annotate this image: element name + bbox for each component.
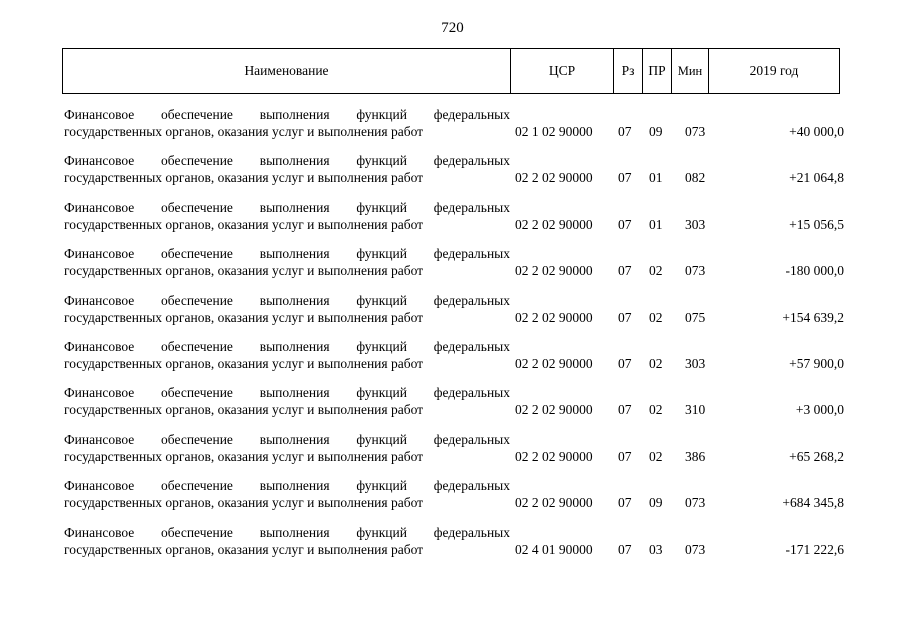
row-min: 073 (685, 124, 706, 139)
row-rz: 07 (618, 495, 632, 511)
row-name-line2: государственных органов, оказания услуг и выполнения работ (64, 309, 424, 325)
row-name-line2: государственных органов, оказания услуг и выполнения работ (64, 170, 424, 186)
table-row (64, 338, 844, 384)
row-amount: +57 900,0 (789, 355, 844, 371)
row-rz: 07 (618, 216, 632, 232)
row-csr: 02 2 02 90000 (515, 402, 593, 418)
row-amount: +21 064,8 (789, 170, 844, 186)
row-name-line1: Финансовое обеспечение выполнения функций федеральных (64, 292, 510, 308)
row-name-line1: Финансовое обеспечение выполнения функций федеральных (64, 338, 510, 354)
row-amount: +684 345,8 (782, 495, 844, 511)
row-name-line1: Финансовое обеспечение выполнения функций федеральных (64, 153, 510, 169)
row-csr: 02 1 02 90000 (515, 124, 593, 139)
table-row (64, 199, 844, 245)
row-name (64, 384, 510, 418)
row-min: 386 (685, 448, 706, 464)
row-rz: 07 (618, 355, 632, 371)
row-name-line2: государственных органов, оказания услуг и выполнения работ (64, 402, 424, 418)
row-name-line2: государственных органов, оказания услуг и выполнения работ (64, 216, 424, 232)
row-name (64, 152, 510, 186)
header-name: Наименование (62, 49, 510, 93)
header-pr: ПР (642, 49, 671, 93)
row-name (64, 199, 510, 233)
row-amount: +40 000,0 (789, 124, 844, 139)
row-min: 082 (685, 170, 706, 186)
row-name (64, 477, 510, 511)
row-csr: 02 2 02 90000 (515, 355, 593, 371)
row-pr: 02 (649, 263, 663, 279)
row-min: 303 (685, 355, 706, 371)
row-pr: 09 (649, 124, 663, 139)
table-row (64, 245, 844, 291)
header-rz: Рз (613, 49, 642, 93)
row-csr: 02 2 02 90000 (515, 216, 593, 232)
row-pr: 02 (649, 402, 663, 418)
row-pr: 01 (649, 170, 663, 186)
row-name (64, 338, 510, 372)
row-name (64, 524, 510, 558)
row-pr: 02 (649, 355, 663, 371)
row-name-line1: Финансовое обеспечение выполнения функций федеральных (64, 246, 510, 262)
table-row (64, 524, 844, 570)
row-name-line2: государственных органов, оказания услуг и выполнения работ (64, 124, 424, 139)
row-amount: -180 000,0 (785, 263, 844, 279)
row-min: 303 (685, 216, 706, 232)
row-name (64, 292, 510, 326)
row-rz: 07 (618, 170, 632, 186)
row-name-line2: государственных органов, оказания услуг и выполнения работ (64, 495, 424, 511)
row-rz: 07 (618, 402, 632, 418)
row-csr: 02 2 02 90000 (515, 263, 593, 279)
header-year: 2019 год (708, 49, 840, 93)
table-header (62, 48, 840, 94)
row-pr: 03 (649, 541, 663, 557)
row-amount: +15 056,5 (789, 216, 844, 232)
row-rz: 07 (618, 541, 632, 557)
row-name-line1: Финансовое обеспечение выполнения функций федеральных (64, 478, 510, 494)
row-rz: 07 (618, 309, 632, 325)
row-amount: +3 000,0 (795, 402, 844, 418)
table-row (64, 152, 844, 198)
row-csr: 02 4 01 90000 (515, 541, 593, 557)
row-csr: 02 2 02 90000 (515, 495, 593, 511)
row-amount: +65 268,2 (789, 448, 844, 464)
row-name-line1: Финансовое обеспечение выполнения функций федеральных (64, 385, 510, 401)
row-name-line1: Финансовое обеспечение выполнения функций федеральных (64, 524, 510, 540)
row-name (64, 245, 510, 279)
row-csr: 02 2 02 90000 (515, 170, 593, 186)
row-pr: 02 (649, 309, 663, 325)
row-min: 073 (685, 541, 706, 557)
row-name (64, 431, 510, 465)
table-row (64, 106, 844, 152)
row-name-line1: Финансовое обеспечение выполнения функций федеральных (64, 431, 510, 447)
row-rz: 07 (618, 448, 632, 464)
row-pr: 01 (649, 216, 663, 232)
row-name-line2: государственных органов, оказания услуг и выполнения работ (64, 448, 424, 464)
row-amount: -171 222,6 (785, 541, 844, 557)
table-row (64, 431, 844, 477)
row-name-line1: Финансовое обеспечение выполнения функций федеральных (64, 199, 510, 215)
row-csr: 02 2 02 90000 (515, 309, 593, 325)
row-pr: 02 (649, 448, 663, 464)
row-rz: 07 (618, 263, 632, 279)
header-min: Мин (671, 49, 708, 93)
row-name-line2: государственных органов, оказания услуг и выполнения работ (64, 263, 424, 279)
header-csr: ЦСР (510, 49, 613, 93)
table-row (64, 292, 844, 338)
row-rz: 07 (618, 124, 632, 139)
row-pr: 09 (649, 495, 663, 511)
table-row (64, 384, 844, 430)
table-body (64, 106, 844, 570)
row-name-line2: государственных органов, оказания услуг и выполнения работ (64, 541, 424, 557)
row-name-line1: Финансовое обеспечение выполнения функций федеральных (64, 107, 510, 122)
row-min: 310 (685, 402, 706, 418)
page-number: 720 (441, 20, 464, 36)
row-min: 073 (685, 495, 706, 511)
row-name-line2: государственных органов, оказания услуг и выполнения работ (64, 355, 424, 371)
row-min: 075 (685, 309, 706, 325)
row-min: 073 (685, 263, 706, 279)
row-amount: +154 639,2 (782, 309, 844, 325)
table-row (64, 477, 844, 523)
row-name (64, 106, 510, 140)
row-csr: 02 2 02 90000 (515, 448, 593, 464)
